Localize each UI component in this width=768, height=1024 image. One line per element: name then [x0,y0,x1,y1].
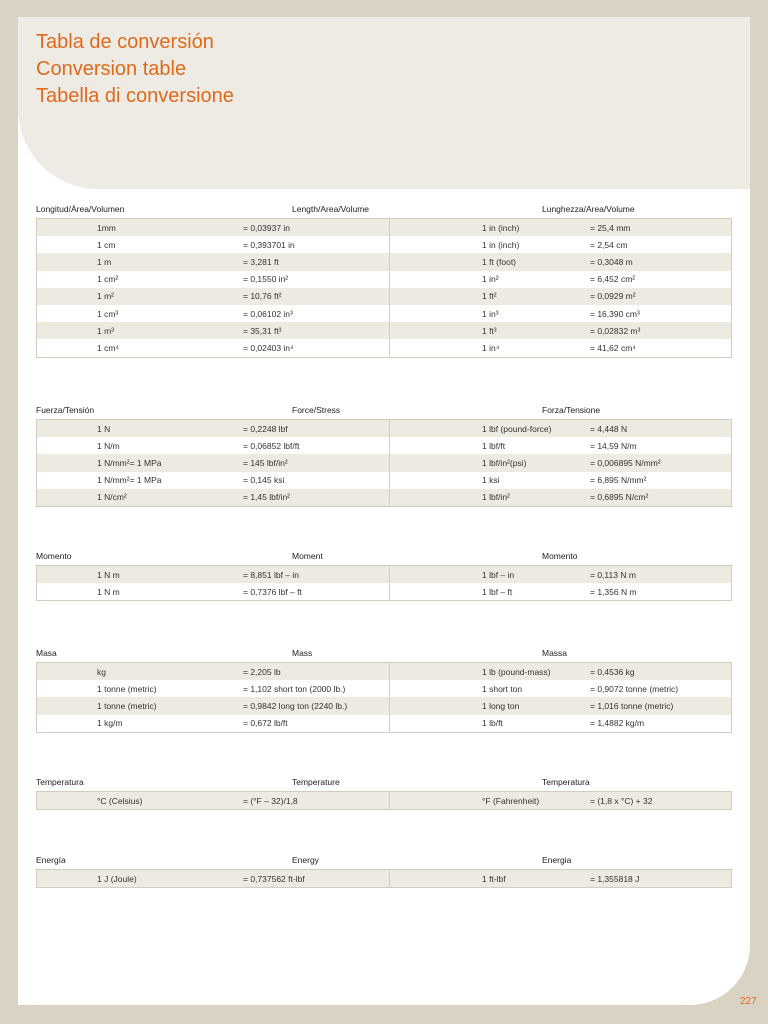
imperial-equivalent: = 0,6895 N/cm² [590,489,732,507]
section-header [36,777,732,791]
conversion-table [36,791,732,810]
imperial-equivalent: = 0,02832 m³ [590,322,732,339]
cell-spacer [390,454,483,471]
metric-unit: 1 cm [97,236,243,253]
table-row [37,253,732,270]
section-header [36,551,732,565]
metric-equivalent: = 8,851 lbf – in [243,566,390,584]
metric-unit: 1 tonne (metric) [97,680,243,697]
section-mass [36,648,732,733]
cell-spacer [37,420,98,438]
table-row [37,715,732,733]
imperial-unit: 1 ft³ [482,322,590,339]
cell-spacer [390,870,483,888]
header-en: Temperature [292,777,340,787]
table-row [37,288,732,305]
metric-equivalent: = 1,102 short ton (2000 lb.) [243,680,390,697]
metric-unit: 1 N [97,420,243,438]
imperial-equivalent: = 4,448 N [590,420,732,438]
imperial-unit: 1 in² [482,271,590,288]
table-row [37,472,732,489]
imperial-unit: 1 in³ [482,305,590,322]
header-en: Force/Stress [292,405,341,415]
metric-unit: 1 N m [97,566,243,584]
cell-spacer [390,489,483,507]
header-en: Length/Area/Volume [292,204,370,214]
metric-equivalent: = 10,76 ft² [243,288,390,305]
imperial-unit: 1 ft² [482,288,590,305]
imperial-unit: 1 long ton [482,697,590,714]
cell-spacer [37,288,98,305]
cell-spacer [37,715,98,733]
cell-spacer [37,253,98,270]
imperial-equivalent: = 41,62 cm⁴ [590,339,732,357]
cell-spacer [390,715,483,733]
table-row [37,792,732,810]
imperial-unit: 1 lbf/in² [482,489,590,507]
cell-spacer [37,236,98,253]
table-row [37,870,732,888]
table-row [37,305,732,322]
metric-equivalent: = 0,2248 lbf [243,420,390,438]
cell-spacer [37,489,98,507]
imperial-equivalent: = 0,113 N m [590,566,732,584]
imperial-equivalent: = 6,452 cm² [590,271,732,288]
section-moment [36,551,732,601]
table-row [37,680,732,697]
header-es: Temperatura [36,777,84,787]
cell-spacer [37,454,98,471]
imperial-equivalent: = 14,59 N/m [590,437,732,454]
header-it: Forza/Tensione [542,405,601,415]
metric-equivalent: = 1,45 lbf/in² [243,489,390,507]
cell-spacer [390,236,483,253]
metric-unit: 1 N/mm²= 1 MPa [97,472,243,489]
cell-spacer [390,420,483,438]
imperial-equivalent: = 1,016 tonne (metric) [590,697,732,714]
cell-spacer [390,288,483,305]
header-it: Lunghezza/Area/Volume [542,204,635,214]
imperial-unit: 1 ksi [482,472,590,489]
imperial-unit: 1 in (inch) [482,219,590,237]
imperial-unit: °F (Fahrenheit) [482,792,590,810]
imperial-equivalent: = 0,3048 m [590,253,732,270]
imperial-unit: 1 lbf/in²(psi) [482,454,590,471]
metric-unit: 1 m² [97,288,243,305]
section-temperature [36,777,732,810]
cell-spacer [37,663,98,681]
metric-unit: 1 kg/m [97,715,243,733]
metric-equivalent: = 0,06102 in³ [243,305,390,322]
table-row [37,437,732,454]
cell-spacer [390,697,483,714]
table-row [37,566,732,584]
metric-unit: 1 N/m [97,437,243,454]
imperial-equivalent: = 1,355818 J [590,870,732,888]
metric-unit: 1 tonne (metric) [97,697,243,714]
cell-spacer [37,472,98,489]
title-es: Tabla de conversión [36,31,214,53]
cell-spacer [37,339,98,357]
metric-equivalent: = (°F – 32)/1,8 [243,792,390,810]
metric-equivalent: = 145 lbf/in² [243,454,390,471]
cell-spacer [37,792,98,810]
metric-equivalent: = 0,9842 long ton (2240 lb.) [243,697,390,714]
header-es: Longitud/Área/Volumen [36,204,125,214]
imperial-unit: 1 short ton [482,680,590,697]
metric-unit: 1 N/cm² [97,489,243,507]
imperial-equivalent: = 25,4 mm [590,219,732,237]
table-row [37,697,732,714]
page-title [36,29,234,110]
header-it: Momento [542,551,578,561]
section-header [36,405,732,419]
table-row [37,339,732,357]
imperial-unit: 1 ft-lbf [482,870,590,888]
metric-equivalent: = 0,06852 lbf/ft [243,437,390,454]
cell-spacer [390,663,483,681]
imperial-equivalent: = 6,895 N/mm² [590,472,732,489]
cell-spacer [37,697,98,714]
metric-unit: 1 m³ [97,322,243,339]
metric-equivalent: = 0,03937 in [243,219,390,237]
metric-equivalent: = 0,672 lb/ft [243,715,390,733]
imperial-equivalent: = 0,006895 N/mm² [590,454,732,471]
metric-unit: kg [97,663,243,681]
metric-unit: 1 cm³ [97,305,243,322]
metric-unit: 1 m [97,253,243,270]
cell-spacer [37,566,98,584]
table-row [37,236,732,253]
imperial-equivalent: = 16,390 cm³ [590,305,732,322]
table-row [37,489,732,507]
section-energy [36,855,732,888]
metric-unit: 1 J (Joule) [97,870,243,888]
imperial-unit: 1 in (inch) [482,236,590,253]
cell-spacer [390,322,483,339]
table-row [37,454,732,471]
imperial-equivalent: = 0,4536 kg [590,663,732,681]
section-header [36,648,732,662]
cell-spacer [390,271,483,288]
imperial-unit: 1 lb (pound-mass) [482,663,590,681]
cell-spacer [390,583,483,601]
metric-equivalent: = 2,205 lb [243,663,390,681]
section-header [36,855,732,869]
metric-unit: 1mm [97,219,243,237]
cell-spacer [390,339,483,357]
header-en: Energy [292,855,319,865]
metric-equivalent: = 35,31 ft³ [243,322,390,339]
section-length [36,204,732,358]
conversion-table [36,565,732,601]
header-es: Fuerza/Tensión [36,405,95,415]
conversion-table [36,662,732,733]
metric-equivalent: = 0,145 ksi [243,472,390,489]
imperial-unit: 1 lbf/ft [482,437,590,454]
cell-spacer [37,305,98,322]
imperial-equivalent: = 0,9072 tonne (metric) [590,680,732,697]
header-es: Energía [36,855,66,865]
imperial-equivalent: = 2,54 cm [590,236,732,253]
cell-spacer [37,271,98,288]
cell-spacer [390,219,483,237]
cell-spacer [37,437,98,454]
metric-equivalent: = 0,1550 in² [243,271,390,288]
page-number: 227 [740,996,757,1007]
metric-equivalent: = 0,393701 in [243,236,390,253]
cell-spacer [37,870,98,888]
cell-spacer [37,680,98,697]
cell-spacer [390,472,483,489]
section-force [36,405,732,507]
header-es: Momento [36,551,72,561]
cell-spacer [37,583,98,601]
conversion-table [36,869,732,888]
imperial-unit: 1 lbf – ft [482,583,590,601]
imperial-unit: 1 lbf (pound-force) [482,420,590,438]
title-en: Conversion table [36,58,187,80]
metric-equivalent: = 0,7376 lbf – ft [243,583,390,601]
cell-spacer [390,437,483,454]
cell-spacer [37,219,98,237]
conversion-table [36,218,732,358]
imperial-unit: 1 lbf – in [482,566,590,584]
cell-spacer [390,305,483,322]
table-row [37,420,732,438]
metric-unit: 1 N m [97,583,243,601]
metric-equivalent: = 0,02403 in⁴ [243,339,390,357]
table-row [37,219,732,237]
cell-spacer [390,566,483,584]
header-en: Mass [292,648,313,658]
header-it: Temperatura [542,777,590,787]
table-row [37,271,732,288]
imperial-equivalent: = 1,4882 kg/m [590,715,732,733]
header-it: Energia [542,855,572,865]
imperial-unit: 1 ft (foot) [482,253,590,270]
conversion-table [36,419,732,507]
title-it: Tabella di conversione [36,85,234,107]
table-row [37,583,732,601]
metric-equivalent: = 0,737562 ft-lbf [243,870,390,888]
imperial-unit: 1 lb/ft [482,715,590,733]
table-row [37,322,732,339]
metric-unit: °C (Celsius) [97,792,243,810]
cell-spacer [390,680,483,697]
section-header [36,204,732,218]
metric-unit: 1 cm⁴ [97,339,243,357]
imperial-equivalent: = 1,356 N m [590,583,732,601]
imperial-unit: 1 in⁴ [482,339,590,357]
header-es: Masa [36,648,57,658]
metric-equivalent: = 3,281 ft [243,253,390,270]
cell-spacer [37,322,98,339]
table-row [37,663,732,681]
cell-spacer [390,792,483,810]
imperial-equivalent: = 0,0929 m² [590,288,732,305]
header-it: Massa [542,648,568,658]
header-en: Moment [292,551,323,561]
metric-unit: 1 cm² [97,271,243,288]
imperial-equivalent: = (1,8 x °C) + 32 [590,792,732,810]
metric-unit: 1 N/mm²= 1 MPa [97,454,243,471]
cell-spacer [390,253,483,270]
